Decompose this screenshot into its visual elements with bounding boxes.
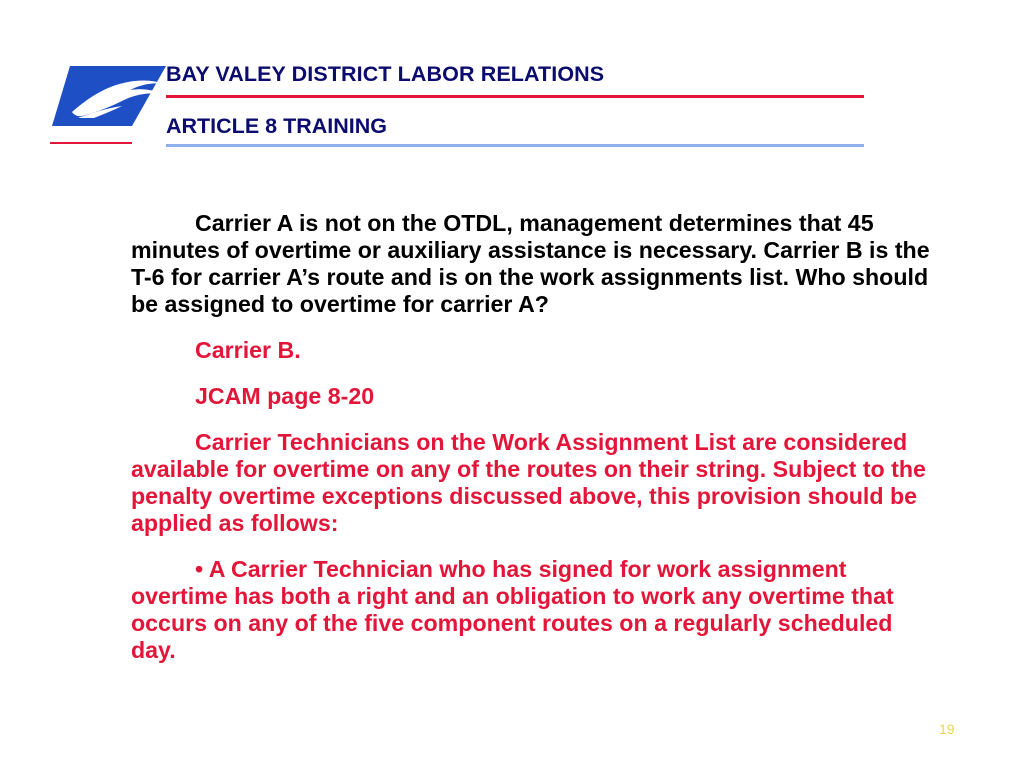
answer-paragraph: Carrier B.	[195, 337, 301, 363]
slide-body	[131, 210, 931, 664]
question-paragraph: Carrier A is not on the OTDL, management determines that 45 minutes of overtime or auxiliary assistance is necessary. Carrier B is the T-6 for carrier A’s route and is on the work assignments list. Who should be assigned to overtime for carrier A?	[131, 210, 930, 317]
logo-underline	[50, 142, 132, 144]
header-blue-rule	[166, 144, 864, 147]
header-title: BAY VALEY DISTRICT LABOR RELATIONS	[166, 62, 605, 86]
usps-eagle-logo-icon	[48, 62, 168, 144]
header-red-rule	[166, 95, 864, 98]
bullet-paragraph: • A Carrier Technician who has signed for work assignment overtime has both a right and an obligation to work any overtime that occurs on any of the five component routes on a regularly scheduled day.	[131, 556, 894, 663]
reference-paragraph: JCAM page 8-20	[195, 383, 375, 409]
page-number: 19	[939, 721, 955, 737]
header-subtitle: ARTICLE 8 TRAINING	[166, 114, 387, 138]
quote-paragraph: Carrier Technicians on the Work Assignment List are considered available for overtime on any of the routes on their string. Subject to the penalty overtime exceptions discussed above, this provision should be applied as follows:	[131, 429, 926, 536]
